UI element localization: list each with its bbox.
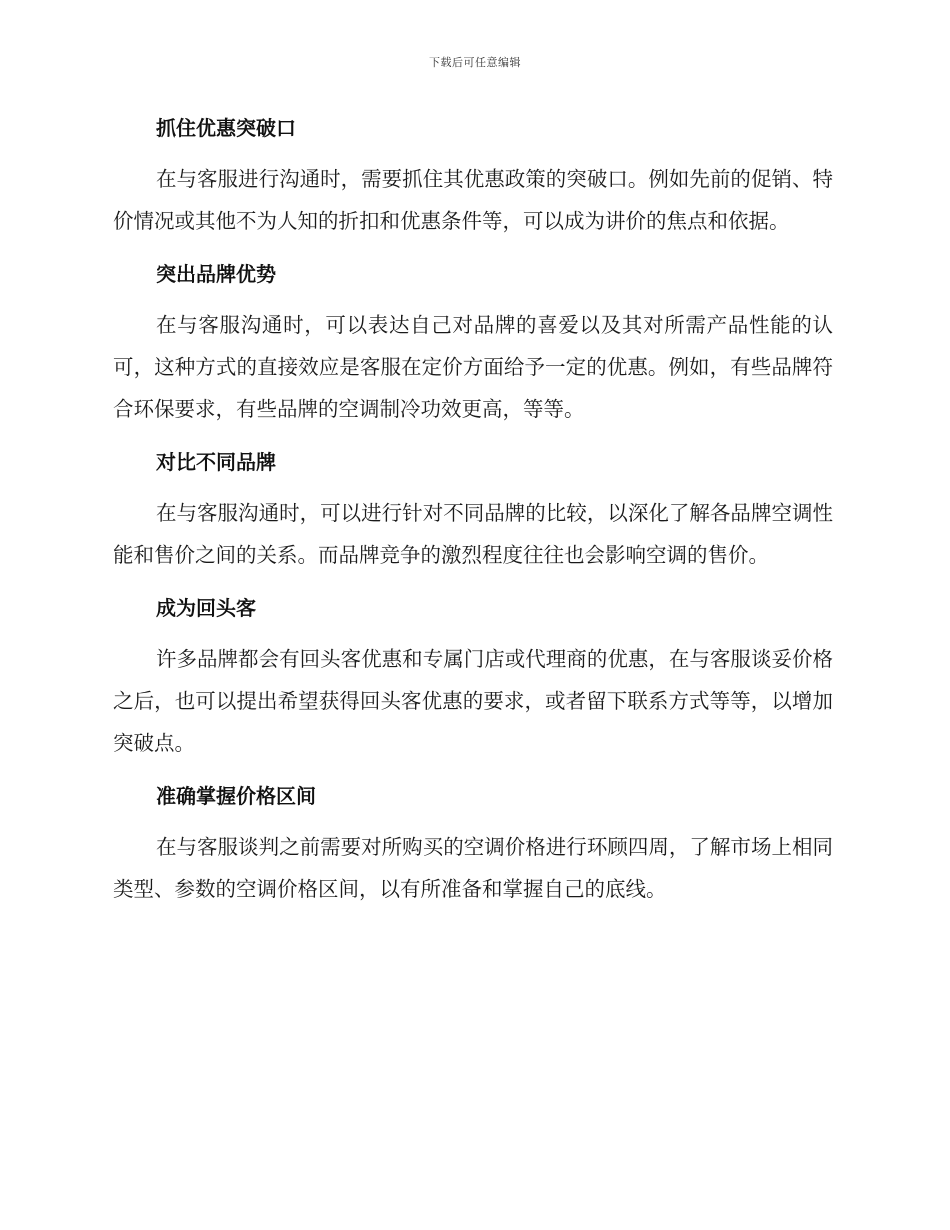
section-body: 在与客服进行沟通时，需要抓住其优惠政策的突破口。例如先前的促销、特价情况或其他不为人知的折扣和优惠条件等，可以成为讲价的焦点和依据。 <box>113 167 833 233</box>
section-discount-breakthrough <box>113 108 833 242</box>
section-compare-brands <box>113 442 833 576</box>
section-body: 在与客服沟通时，可以表达自己对品牌的喜爱以及其对所需产品性能的认可，这种方式的直接效应是客服在定价方面给予一定的优惠。例如，有些品牌符合环保要求，有些品牌的空调制冷功效更高，等等。 <box>113 313 833 421</box>
section-brand-advantage <box>113 254 833 430</box>
section-body: 在与客服沟通时，可以进行针对不同品牌的比较，以深化了解各品牌空调性能和售价之间的关系。而品牌竞争的激烈程度往往也会影响空调的售价。 <box>113 501 833 567</box>
section-heading: 准确掌握价格区间 <box>156 784 316 808</box>
section-body: 许多品牌都会有回头客优惠和专属门店或代理商的优惠，在与客服谈妥价格之后，也可以提出希望获得回头客优惠的要求，或者留下联系方式等等，以增加突破点。 <box>113 647 833 755</box>
section-heading: 成为回头客 <box>156 596 256 620</box>
document-content <box>113 108 833 922</box>
page-header-note: 下载后可任意编辑 <box>429 56 521 69</box>
section-repeat-customer <box>113 588 833 764</box>
section-body: 在与客服谈判之前需要对所购买的空调价格进行环顾四周，了解市场上相同类型、参数的空调价格区间，以有所准备和掌握自己的底线。 <box>113 835 833 901</box>
section-heading: 突出品牌优势 <box>156 262 276 286</box>
section-heading: 对比不同品牌 <box>156 450 276 474</box>
section-price-range <box>113 776 833 910</box>
section-heading: 抓住优惠突破口 <box>156 116 296 140</box>
